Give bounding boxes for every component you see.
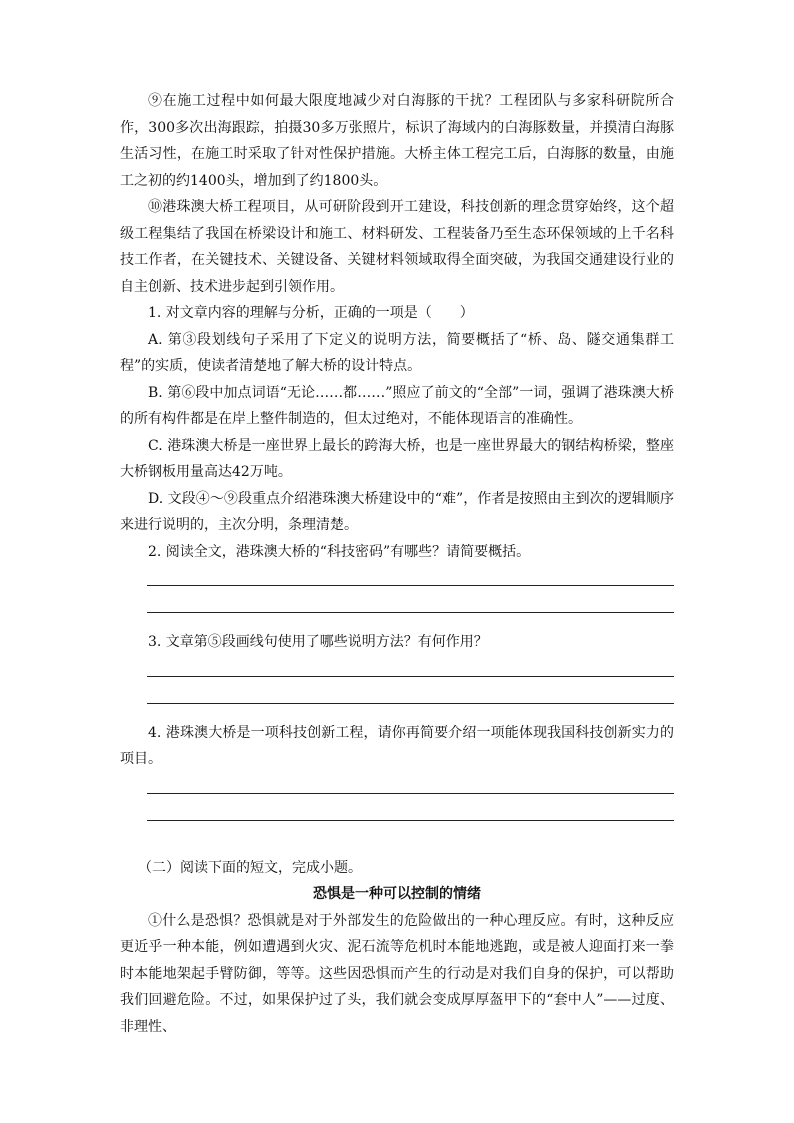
question-3: 3. 文章第⑤段画线句使用了哪些说明方法？有何作用？	[148, 634, 488, 650]
document-page	[120, 88, 674, 1040]
question-1-option-a: A. 第③段划线句子采用了下定义的说明方法，简要概括了“桥、岛、隧交通集群工程”的实质，使读者清楚地了解大桥的设计特点。	[120, 331, 674, 374]
article-title: 恐惧是一种可以控制的情绪	[313, 886, 481, 902]
question-1-option-c: C. 港珠澳大桥是一座世界上最长的跨海大桥，也是一座世界最大的钢结构桥梁，整座大桥钢板用量高达42万吨。	[120, 437, 674, 480]
paragraph-10: ⑩港珠澳大桥工程项目，从可研阶段到开工建设，科技创新的理念贯穿始终，这个超级工程集结了我国在桥梁设计和施工、材料研发、工程装备乃至生态环保领域的上千名科技工作者，在关键技术、关键设备、关键材料领域取得全面突破，为我国交通建设行业的自主创新、技术进步起到引领作用。	[120, 199, 674, 295]
question-1-option-b: B. 第⑥段中加点词语“无论……都……”照应了前文的“全部”一词，强调了港珠澳大桥的所有构件都是在岸上整件制造的，但太过绝对，不能体现语言的准确性。	[120, 384, 674, 427]
question-4: 4. 港珠澳大桥是一项科技创新工程，请你再简要介绍一项能体现我国科技创新实力的项目。	[120, 724, 674, 767]
question-1-option-d: D. 文段④～⑨段重点介绍港珠澳大桥建设中的“难”，作者是按照由主到次的逻辑顺序来进行说明的，主次分明，条理清楚。	[120, 490, 674, 533]
question-1: 1. 对文章内容的理解与分析，正确的一项是（ ）	[148, 305, 474, 321]
article-paragraph-1: ①什么是恐惧？恐惧就是对于外部发生的危险做出的一种心理反应。有时，这种反应更近乎一种本能，例如遭遇到火灾、泥石流等危机时本能地逃跑，或是被人迎面打来一拳时本能地架起手臂防御，等等。这些因恐惧而产生的行动是对我们自身的保护，可以帮助我们回避危险。不过，如果保护过了头，我们就会变成厚厚盔甲下的“套中人”——过度、非理性、	[120, 912, 674, 1035]
question-2: 2. 阅读全文，港珠澳大桥的“科技密码”有哪些？请简要概括。	[148, 543, 531, 560]
section-2-heading: （二）阅读下面的短文，完成小题。	[138, 859, 362, 876]
paragraph-9: ⑨在施工过程中如何最大限度地减少对白海豚的干扰？工程团队与多家科研院所合作，300多次出海跟踪，拍摄30多万张照片，标识了海域内的白海豚数量，并摸清白海豚生活习性，在施工时采取了针对性保护措施。大桥主体工程完工后，白海豚的数量，由施工之初的约1400头，增加到了约1800头。	[120, 93, 674, 189]
